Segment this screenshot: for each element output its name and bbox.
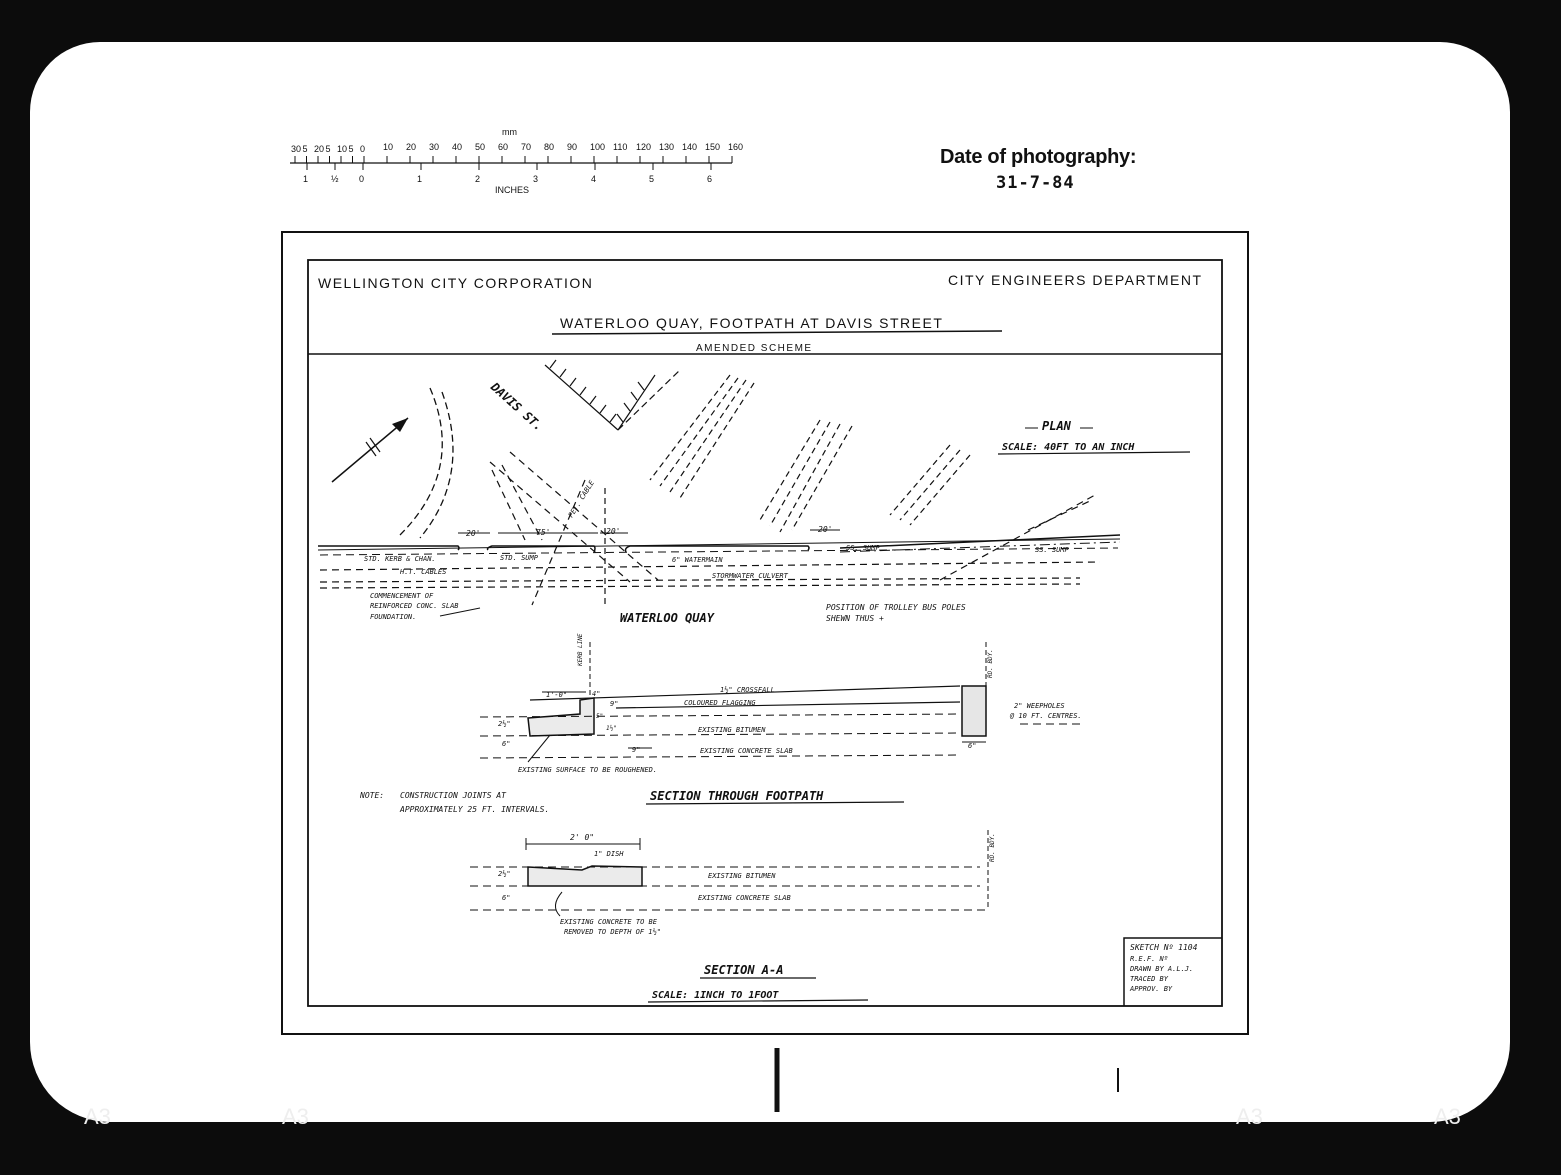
label-remove-1: EXISTING CONCRETE TO BE: [560, 918, 657, 926]
label-weepholes-1: 2" WEEPHOLES: [1014, 702, 1065, 710]
scale-inch-label: 6: [707, 174, 713, 184]
scale-mm-left-label: 5: [302, 144, 308, 154]
scale-mm-right-label: 150: [705, 142, 721, 152]
label-remove-2: REMOVED TO DEPTH OF 1½": [564, 928, 661, 936]
label-rd-bdy-aa: RD. BDY.: [989, 833, 996, 862]
label-kerb-line: KERB LINE: [577, 633, 584, 666]
note-label: NOTE:: [360, 791, 385, 800]
street-label-waterloo: WATERLOO QUAY: [620, 611, 714, 625]
label-weepholes-2: @ 10 FT. CENTRES.: [1010, 712, 1082, 720]
plan-scale: SCALE: 40FT TO AN INCH: [1002, 442, 1135, 453]
scale-bar: [270, 120, 750, 200]
label-commencement-2: REINFORCED CONC. SLAB: [370, 602, 459, 610]
sketch-drawn-by: DRAWN BY A.L.J.: [1130, 965, 1194, 973]
note-line-2: APPROXIMATELY 25 FT. INTERVALS.: [400, 805, 550, 814]
scale-inch-label: 3: [533, 174, 539, 184]
section-footpath-heading: SECTION THROUGH FOOTPATH: [650, 789, 824, 803]
scale-mm-right-label: 20: [406, 142, 417, 152]
drawing-subtitle: AMENDED SCHEME: [696, 343, 813, 354]
dim-aa-2-5in: 2½": [498, 870, 511, 878]
dim-aa-6in: 6": [502, 894, 511, 902]
scale-mm-right-label: 60: [498, 142, 509, 152]
scale-mm-right-label: 80: [544, 142, 555, 152]
plan-dim-75: 75': [536, 528, 551, 537]
label-roughened: EXISTING SURFACE TO BE ROUGHENED.: [518, 766, 658, 774]
watermain-line: [320, 548, 1118, 555]
scale-mm-left-label: 10: [337, 144, 348, 154]
scale-mm-left-ticks: [291, 144, 365, 163]
scale-mm-right-label: 130: [659, 142, 675, 152]
label-existing-bitumen: EXISTING BITUMEN: [698, 726, 766, 734]
curved-boundary-outer: [400, 388, 442, 535]
title-underline: [552, 331, 1002, 334]
engineering-drawing: [280, 230, 1250, 1036]
scale-inches-label: INCHES: [495, 185, 530, 195]
scale-inch-label: ½: [331, 174, 339, 184]
scale-inch-ticks: [303, 163, 712, 184]
label-kerb-channel: STD. KERB & CHAN.: [364, 555, 436, 563]
davis-street-road-lines: [490, 452, 658, 605]
label-culvert: STORMWATER CULVERT: [712, 572, 788, 580]
plan-dim-20b: 20': [606, 527, 621, 536]
dim-6in-b: 6": [968, 742, 977, 750]
sheet-size-mark-3: A3: [1236, 1104, 1263, 1129]
label-trolley-1: POSITION OF TROLLEY BUS POLES: [826, 603, 966, 612]
drawing-title: WATERLOO QUAY, FOOTPATH AT DAVIS STREET: [560, 315, 944, 331]
note-line-1: CONSTRUCTION JOINTS AT: [400, 791, 506, 800]
sketch-ref: R.E.F. Nº: [1130, 955, 1168, 963]
scale-mm-right-label: 40: [452, 142, 463, 152]
label-sump-c: SS. SUMP: [1035, 546, 1069, 554]
scale-mm-right-label: 70: [521, 142, 532, 152]
scale-inch-label: 2: [475, 174, 481, 184]
scale-mm-left-label: 5: [325, 144, 331, 154]
label-watermain: 6" WATERMAIN: [672, 556, 723, 564]
dim-2-5in: 2½": [498, 720, 511, 728]
plan-dim-20c: 20': [818, 525, 833, 534]
label-sump-b: SS. SUMP: [846, 544, 880, 552]
building-corner: [545, 360, 655, 430]
building-offset-line: [618, 370, 680, 430]
bottom-edge-marks: [0, 1040, 1561, 1175]
north-arrow-icon: [332, 418, 408, 482]
scale-inch-label: 1: [303, 174, 309, 184]
dim-1-5in: 1½": [606, 725, 617, 732]
parking-bay-lines: [650, 375, 970, 532]
label-rd-bdy-footpath: RD. BDY.: [987, 649, 994, 678]
label-aa-existing-bitumen: EXISTING BITUMEN: [708, 872, 776, 880]
department-name: CITY ENGINEERS DEPARTMENT: [948, 272, 1203, 288]
sheet-size-mark-2: A3: [282, 1104, 309, 1129]
label-coloured-flagging: COLOURED FLAGGING: [684, 699, 756, 707]
plan-dim-20a: 20': [466, 529, 481, 538]
scale-inch-label: 5: [649, 174, 655, 184]
label-dish: 1" DISH: [594, 850, 624, 858]
scale-inch-label: 1: [417, 174, 423, 184]
sketch-number: SKETCH Nº 1104: [1130, 943, 1198, 952]
scale-mm-right-ticks: [383, 142, 743, 163]
scale-mm-right-label: 50: [475, 142, 486, 152]
scale-mm-left-label: 0: [360, 144, 366, 154]
scale-mm-left-label: 30: [291, 144, 302, 154]
organisation-name: WELLINGTON CITY CORPORATION: [318, 275, 594, 291]
section-aa-scale: SCALE: 1INCH TO 1FOOT: [652, 990, 779, 1001]
label-pet-cable: PET. CABLE: [566, 479, 597, 520]
scale-mm-right-label: 120: [636, 142, 652, 152]
scale-mm-right-label: 160: [728, 142, 744, 152]
culvert-line-1: [320, 578, 1080, 582]
scale-inch-label: 4: [591, 174, 597, 184]
diagonal-service-line-2: [1028, 500, 1092, 530]
scale-mm-right-label: 30: [429, 142, 440, 152]
label-commencement-3: FOUNDATION.: [370, 613, 417, 621]
label-sump-a: STD. SUMP: [500, 554, 538, 562]
culvert-line-2: [320, 584, 1080, 588]
dim-9in-a: 9": [610, 700, 619, 708]
sheet-size-mark-1: A3: [84, 1104, 111, 1129]
date-of-photography-value: 31-7-84: [996, 173, 1075, 193]
street-label-davis: DAVIS ST.: [487, 379, 546, 434]
label-aa-existing-slab: EXISTING CONCRETE SLAB: [698, 894, 791, 902]
label-commencement-1: COMMENCEMENT OF: [370, 592, 434, 600]
sketch-approved-by: APPROV. BY: [1130, 985, 1173, 993]
dim-5in: 5": [596, 713, 604, 720]
scale-mm-right-label: 110: [613, 142, 628, 152]
dim-6in-a: 6": [502, 740, 511, 748]
dim-2-0: 2' 0": [570, 833, 595, 842]
dim-4in: 4": [592, 690, 601, 698]
scale-mm-right-label: 140: [682, 142, 698, 152]
plan-dimensions: [458, 530, 840, 533]
curved-boundary-inner: [420, 392, 453, 538]
label-ht-cables: H.T. CABLES: [400, 568, 447, 576]
sheet-size-mark-4: A3: [1434, 1104, 1461, 1129]
channel-line: [318, 539, 1120, 550]
section-aa-heading: SECTION A-A: [704, 963, 784, 977]
scale-mm-left-label: 20: [314, 144, 325, 154]
label-trolley-2: SHEWN THUS +: [826, 614, 884, 623]
label-crossfall: 1½" CROSSFALL: [720, 686, 775, 694]
scale-inch-label: 0: [359, 174, 365, 184]
scale-mm-right-label: 10: [383, 142, 394, 152]
date-of-photography-label: Date of photography:: [940, 146, 1137, 168]
sketch-traced-by: TRACED BY: [1130, 975, 1168, 983]
scale-mm-right-label: 90: [567, 142, 578, 152]
scale-mm-right-label: 100: [590, 142, 606, 152]
dim-1-0: 1'-0": [546, 691, 568, 699]
plan-heading: PLAN: [1042, 419, 1071, 433]
dim-9in-b: 9": [632, 746, 641, 754]
scale-mm-label: mm: [502, 127, 517, 137]
label-existing-slab: EXISTING CONCRETE SLAB: [700, 747, 793, 755]
scale-mm-left-label: 5: [348, 144, 354, 154]
